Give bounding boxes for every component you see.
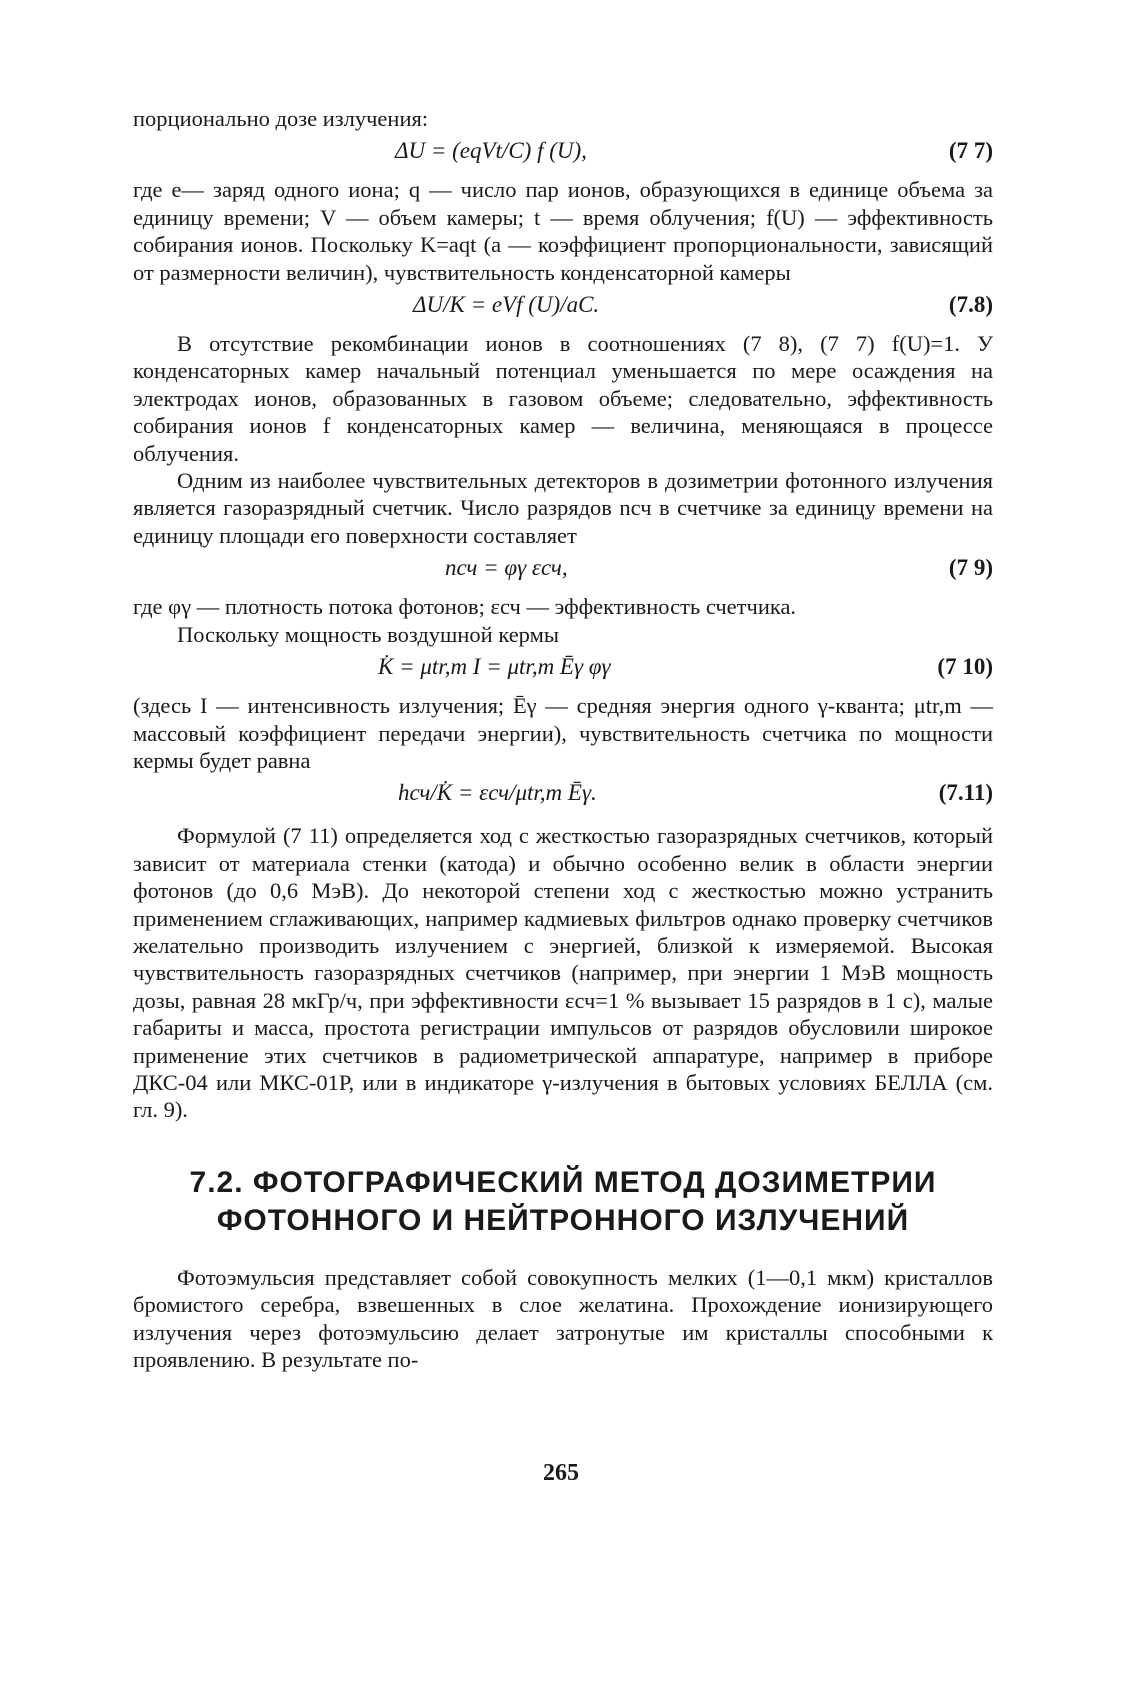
equation-number: (7 7) xyxy=(948,138,993,164)
paragraph-intensity: (здесь I — интенсивность излучения; Ēγ — средняя энергия одного γ-кванта; μtr,m — массовый коэффициент передачи энергии), чувствительность счетчика по мощности кермы будет равна xyxy=(133,693,993,773)
paragraph-intro: порционально дозе излучения: xyxy=(133,106,429,131)
section-heading-line-2: ФОТОННОГО И НЕЙТРОННОГО ИЗЛУЧЕНИЙ xyxy=(216,1203,910,1237)
equation-number: (7.11) xyxy=(938,780,993,806)
paragraph-flux: где φγ — плотность потока фотонов; εсч — эффективность счетчика. xyxy=(133,594,797,620)
equation-number: (7 10) xyxy=(937,654,993,680)
paragraph-recombination: В отсутствие рекомбинации ионов в соотношениях (7 8), (7 7) f(U)=1. У конденсаторных камер начальный потенциал уменьшается по мере осаждения на электродах ионов, образованных в газовом объеме; следовательно, эффективность собирания ионов f конденсаторных камер — величина, меняющаяся в процессе облучения. xyxy=(133,331,993,466)
equation-7-8 xyxy=(133,290,993,324)
paragraph-gas-counter: Одним из наиболее чувствительных детекторов в дозиметрии фотонного излучения является газоразрядный счетчик. Число разрядов nсч в счетчике за единицу времени на единицу площади его поверхности составляет xyxy=(133,468,993,548)
equation-formula: nсч = φγ εсч, xyxy=(445,555,568,581)
text-column xyxy=(133,105,993,1373)
equation-formula: ΔU = (eqVt/C) f (U), xyxy=(395,138,587,164)
equation-7-9 xyxy=(133,553,993,587)
equation-formula: ΔU/K = eVf (U)/aC. xyxy=(413,292,600,318)
equation-7-11 xyxy=(133,778,993,812)
equation-formula: hсч/K̇ = εсч/μtr,m Ēγ. xyxy=(398,780,597,806)
paragraph-photoemulsion: Фотоэмульсия представляет собой совокупность мелких (1—0,1 мкм) кристаллов бромистого серебра, взвешенных в слое желатина. Прохождение ионизирующего излучения через фотоэмульсию делает затронутые им кристаллы способными к проявлению. В результате по- xyxy=(133,1264,993,1372)
equation-7-7 xyxy=(133,136,993,170)
equation-formula: K̇ = μtr,m I = μtr,m Ēγ φγ xyxy=(378,654,611,680)
equation-number: (7 9) xyxy=(948,555,993,581)
equation-number: (7.8) xyxy=(948,292,993,318)
equation-7-10 xyxy=(133,652,993,686)
paragraph-hardness: Формулой (7 11) определяется ход с жесткостью газоразрядных счетчиков, который зависит от материала стенки (катода) и обычно особенно велик в области энергии фотонов (до 0,6 МэВ). До некоторой степени ход с жесткостью можно устранить применением сглаживающих, например кадмиевых фильтров однако проверку счетчиков желательно производить излучением с энергией, близкой к измеряемой. Высокая чувствительность газоразрядных счетчиков (например, при энергии 1 МэВ мощность дозы, равная 28 мкГр/ч, при эффективности εсч=1 % вызывает 15 разрядов в 1 с), малые габариты и масса, простота регистрации импульсов от разрядов обусловили широкое применение этих счетчиков в радиометрической аппаратуре, например в приборе ДКС-04 или МКС-01Р, или в индикаторе γ-излучения в бытовых условиях БЕЛЛА (см. гл. 9). xyxy=(133,823,993,1123)
page-number: 265 xyxy=(543,1460,579,1486)
section-heading-line-1: 7.2. ФОТОГРАФИЧЕСКИЙ МЕТОД ДОЗИМЕТРИИ xyxy=(189,1165,937,1199)
paragraph-kerma-rate: Поскольку мощность воздушной кермы xyxy=(177,621,559,647)
paragraph-definitions: где e— заряд одного иона; q — число пар ионов, образующихся в единице объема за единицу времени; V — объем камеры; t — время облучения; f(U) — эффективность собирания ионов. Поскольку K=aqt (a — коэффициент пропорциональности, зависящий от размерности величин), чувствительность конденсаторной камеры xyxy=(133,177,993,285)
